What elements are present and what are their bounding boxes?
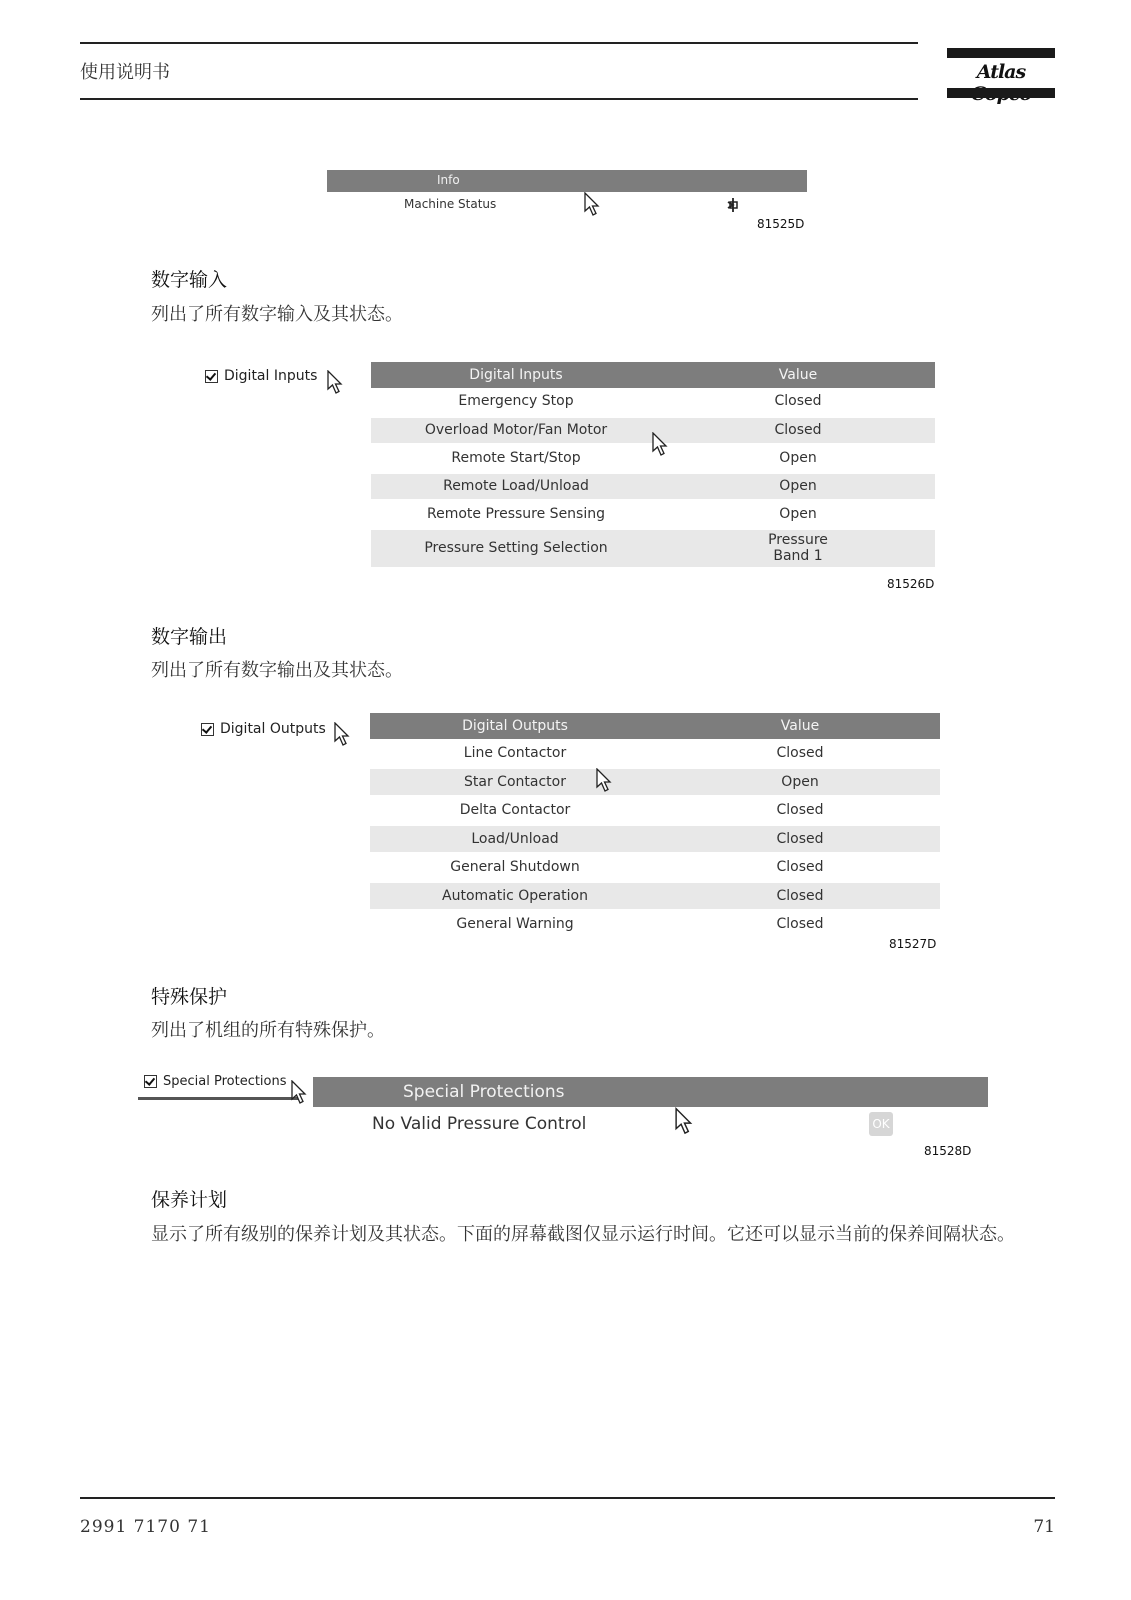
input-name: Emergency Stop — [371, 388, 661, 416]
input-value: Closed — [661, 388, 935, 416]
table-row — [370, 910, 940, 939]
figure-id: 81525D — [757, 217, 805, 231]
output-value: Closed — [660, 910, 940, 939]
digital-outputs-table — [370, 713, 940, 940]
input-value — [661, 528, 935, 568]
table-row — [370, 739, 940, 768]
table-row — [370, 825, 940, 854]
column-header: Value — [661, 362, 935, 388]
output-value: Open — [660, 768, 940, 797]
output-name: General Shutdown — [370, 853, 660, 882]
input-value-text: Pressure Band 1 — [768, 532, 828, 564]
section-desc-special-protections: 列出了机组的所有特殊保护。 — [151, 1020, 385, 1041]
output-name: Delta Contactor — [370, 796, 660, 825]
column-header: Value — [660, 713, 940, 739]
input-name: Pressure Setting Selection — [371, 528, 661, 568]
info-bar — [327, 170, 807, 192]
input-value: Open — [661, 472, 935, 500]
output-name: Load/Unload — [370, 825, 660, 854]
checkbox-checked-icon[interactable] — [144, 1075, 157, 1088]
table-row — [370, 882, 940, 911]
checkbox-checked-icon[interactable] — [205, 370, 218, 383]
special-protections-bar-label: Special Protections — [403, 1082, 565, 1102]
logo-top-bar — [947, 48, 1055, 58]
table-row — [371, 528, 935, 568]
column-header: Digital Outputs — [370, 713, 660, 739]
digital-inputs-checkbox[interactable] — [205, 368, 317, 384]
logo-bottom-bar — [947, 88, 1055, 98]
table-row — [370, 853, 940, 882]
selection-underline — [138, 1097, 298, 1100]
input-name: Remote Pressure Sensing — [371, 500, 661, 528]
table-row — [370, 796, 940, 825]
mouse-cursor-icon — [334, 722, 352, 748]
ok-button[interactable]: OK — [869, 1112, 893, 1136]
mouse-cursor-icon — [327, 370, 345, 396]
section-title-digital-inputs: 数字输入 — [151, 269, 228, 291]
section-title-special-protections: 特殊保护 — [151, 986, 228, 1008]
input-name: Remote Start/Stop — [371, 444, 661, 472]
output-value: Closed — [660, 739, 940, 768]
digital-inputs-table — [371, 362, 935, 570]
digital-inputs-checkbox-label: Digital Inputs — [224, 368, 318, 384]
digital-outputs-checkbox-label: Digital Outputs — [220, 721, 326, 737]
table-row — [371, 388, 935, 416]
header-bottom-rule — [80, 98, 918, 100]
section-title-digital-outputs: 数字输出 — [151, 626, 228, 648]
section-desc-digital-outputs: 列出了所有数字输出及其状态。 — [151, 660, 403, 681]
protection-item: No Valid Pressure Control — [372, 1114, 587, 1134]
figure-id: 81526D — [887, 577, 935, 591]
input-value: Open — [661, 444, 935, 472]
page-number: 71 — [1033, 1517, 1055, 1537]
section-title-maintenance: 保养计划 — [151, 1189, 228, 1211]
info-bar-label: Info — [437, 173, 460, 187]
footer-rule — [80, 1497, 1055, 1499]
logo-text: Atlas — [976, 61, 1026, 83]
output-name: Automatic Operation — [370, 882, 660, 911]
special-protections-checkbox-label: Special Protections — [163, 1074, 287, 1089]
column-header: Digital Inputs — [371, 362, 661, 388]
header-top-rule — [80, 42, 918, 44]
output-name: General Warning — [370, 910, 660, 939]
mouse-cursor-icon — [596, 768, 614, 794]
output-name: Star Contactor — [370, 768, 660, 797]
input-value: Closed — [661, 416, 935, 444]
output-name: Line Contactor — [370, 739, 660, 768]
table-row — [371, 500, 935, 528]
mouse-cursor-icon — [675, 1107, 695, 1137]
output-value: Closed — [660, 853, 940, 882]
special-protections-bar — [313, 1077, 988, 1107]
output-value: Closed — [660, 796, 940, 825]
section-desc-maintenance: 显示了所有级别的保养计划及其状态。下面的屏幕截图仅显示运行时间。它还可以显示当前的保养间隔状态。 — [151, 1224, 1015, 1245]
special-protections-checkbox[interactable] — [144, 1074, 287, 1089]
figure-id: 81528D — [924, 1144, 972, 1158]
mouse-cursor-icon — [291, 1080, 309, 1106]
header-title: 使用说明书 — [80, 62, 170, 83]
doc-number: 2991 7170 71 — [80, 1517, 211, 1537]
figure-id: 81527D — [889, 937, 937, 951]
section-desc-digital-inputs: 列出了所有数字输入及其状态。 — [151, 304, 403, 325]
input-name: Remote Load/Unload — [371, 472, 661, 500]
table-row — [371, 472, 935, 500]
table-row — [370, 768, 940, 797]
output-value: Closed — [660, 882, 940, 911]
output-value: Closed — [660, 825, 940, 854]
mouse-cursor-icon — [584, 192, 602, 218]
navigate-arrow-icon[interactable] — [724, 196, 740, 214]
digital-outputs-checkbox[interactable] — [201, 721, 326, 737]
input-name: Overload Motor/Fan Motor — [371, 416, 661, 444]
mouse-cursor-icon — [652, 432, 670, 458]
checkbox-checked-icon[interactable] — [201, 723, 214, 736]
machine-status-item[interactable]: Machine Status — [404, 197, 497, 211]
input-value: Open — [661, 500, 935, 528]
